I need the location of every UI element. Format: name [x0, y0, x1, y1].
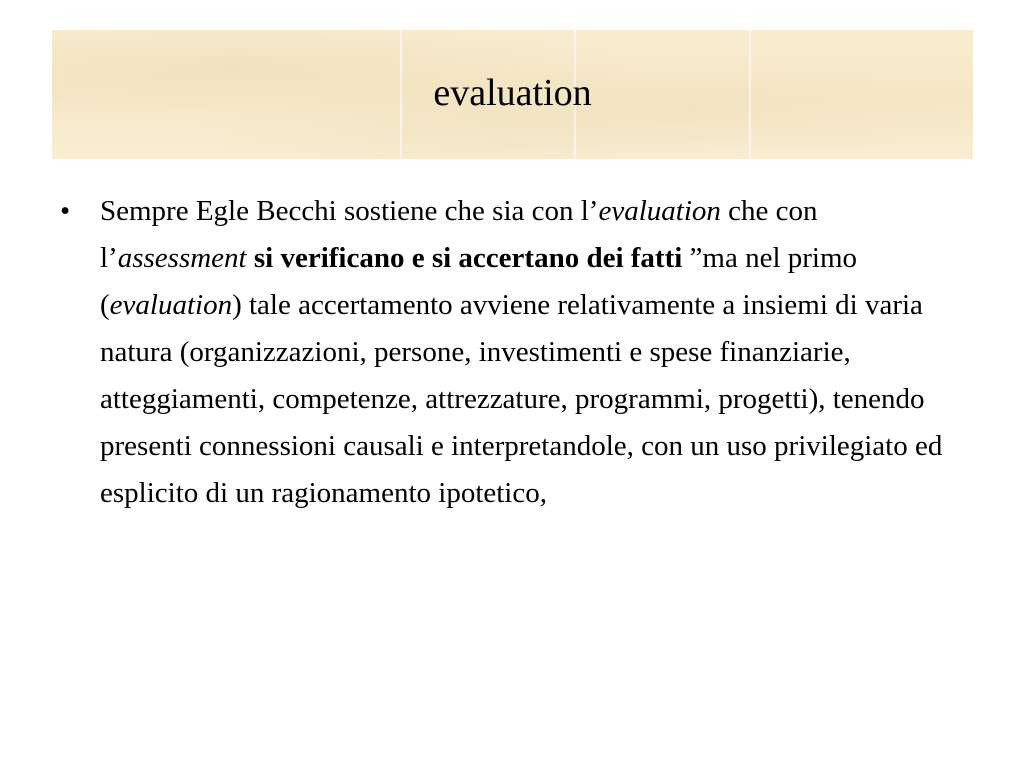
- slide-body: [60, 188, 965, 517]
- bullet-item: [60, 188, 965, 517]
- bold-phrase: si verificano e si accertano dei fatti: [253, 242, 683, 274]
- text-segment: che con l’: [100, 195, 818, 274]
- text-segment: ) tale accertamento avviene relativamente a insiemi di varia natura (organizzazioni, persone, investimenti e spese finanziarie, atteggiamenti, competenze, attrezzature, programmi, progetti), tenendo presenti connessioni causali e interpretandole, con un uso privilegiato ed esplicito di un ragionamento ipotetico,: [100, 289, 943, 509]
- bullet-icon: •: [60, 195, 71, 227]
- title-banner: [52, 30, 973, 159]
- slide-title: evaluation: [433, 71, 592, 114]
- banner-seam: [400, 30, 402, 159]
- text-segment: Sempre Egle Becchi sostiene che sia con l’: [100, 195, 599, 227]
- text-segment: [247, 242, 254, 274]
- italic-term-assessment: assessment: [117, 242, 247, 274]
- italic-term-evaluation: evaluation: [109, 289, 233, 321]
- italic-term-evaluation: evaluation: [598, 195, 721, 227]
- bullet-text: [100, 195, 942, 509]
- banner-seam: [749, 30, 751, 159]
- text-segment: ”ma nel primo (: [100, 242, 858, 321]
